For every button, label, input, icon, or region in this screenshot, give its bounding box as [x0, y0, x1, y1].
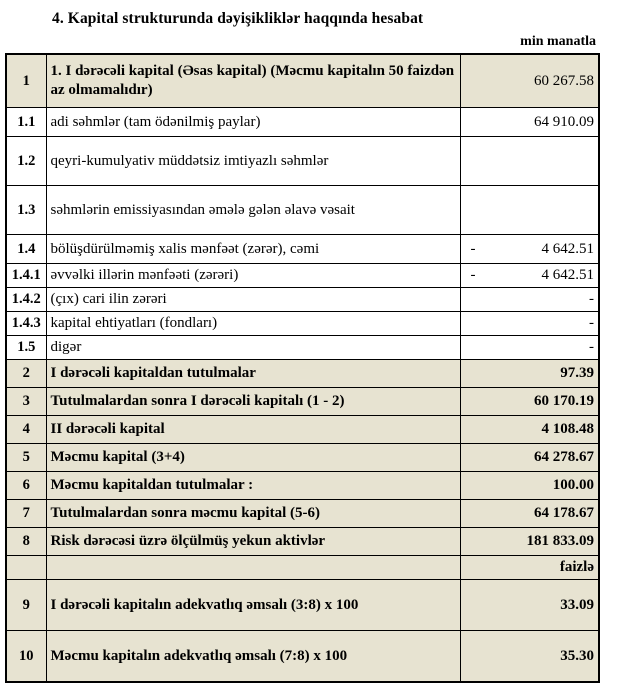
- row-value-cell: [460, 137, 599, 186]
- row-description-cell: 1. I dərəcəli kapital (Əsas kapital) (Məcmu kapitalın 50 faizdən az olmamalıdır): [46, 54, 460, 108]
- row-number-cell: 1.4.2: [6, 288, 46, 312]
- row-description-cell: II dərəcəli kapital: [46, 416, 460, 444]
- value-text: 4 642.51: [541, 240, 594, 257]
- table-row: [6, 580, 599, 631]
- row-value-cell: 64 910.09: [460, 108, 599, 137]
- row-value-cell: 64 278.67: [460, 444, 599, 472]
- row-number-cell: 3: [6, 388, 46, 416]
- row-number-cell: 1.4: [6, 235, 46, 264]
- row-number-cell: 1.1: [6, 108, 46, 137]
- row-value-cell: -: [460, 336, 599, 360]
- row-description-cell: [46, 556, 460, 580]
- table-row: [6, 186, 599, 235]
- row-description-cell: Risk dərəcəsi üzrə ölçülmüş yekun aktivlər: [46, 528, 460, 556]
- value-with-sign: [465, 240, 595, 259]
- row-description-cell: bölüşdürülməmiş xalis mənfəət (zərər), cəmi: [46, 235, 460, 264]
- row-description-cell: kapital ehtiyatları (fondları): [46, 312, 460, 336]
- row-value-cell: [460, 264, 599, 288]
- row-description-cell: I dərəcəli kapitaldan tutulmalar: [46, 360, 460, 388]
- row-value-cell: 4 108.48: [460, 416, 599, 444]
- row-description-cell: (çıx) cari ilin zərəri: [46, 288, 460, 312]
- row-value-cell: -: [460, 312, 599, 336]
- row-number-cell: 6: [6, 472, 46, 500]
- row-description-cell: Məcmu kapitaldan tutulmalar :: [46, 472, 460, 500]
- table-row: [6, 312, 599, 336]
- row-description-cell: Tutulmalardan sonra məcmu kapital (5-6): [46, 500, 460, 528]
- row-value-cell: faizlə: [460, 556, 599, 580]
- table-row: [6, 416, 599, 444]
- row-value-cell: 60 267.58: [460, 54, 599, 108]
- table-row: [6, 388, 599, 416]
- table-row: [6, 288, 599, 312]
- row-number-cell: [6, 556, 46, 580]
- unit-label: min manatla: [520, 34, 596, 49]
- row-number-cell: 8: [6, 528, 46, 556]
- row-value-cell: 97.39: [460, 360, 599, 388]
- table-row: [6, 500, 599, 528]
- table-body: [6, 54, 599, 682]
- negative-sign: -: [470, 267, 476, 284]
- row-value-cell: 60 170.19: [460, 388, 599, 416]
- row-description-cell: I dərəcəli kapitalın adekvatlıq əmsalı (3:8) x 100: [46, 580, 460, 631]
- table-row: [6, 444, 599, 472]
- table-row: [6, 108, 599, 137]
- row-value-cell: 100.00: [460, 472, 599, 500]
- row-number-cell: 4: [6, 416, 46, 444]
- row-number-cell: 1.4.3: [6, 312, 46, 336]
- row-number-cell: 1.3: [6, 186, 46, 235]
- row-value-cell: 35.30: [460, 631, 599, 683]
- value-with-sign: [465, 266, 595, 285]
- table-row: [6, 528, 599, 556]
- table-row: [6, 336, 599, 360]
- table-row: [6, 235, 599, 264]
- row-number-cell: 1.2: [6, 137, 46, 186]
- page-title: 4. Kapital strukturunda dəyişikliklər haqqında hesabat: [52, 10, 424, 27]
- negative-sign: -: [470, 240, 476, 257]
- table-row: [6, 472, 599, 500]
- row-description-cell: Məcmu kapitalın adekvatlıq əmsalı (7:8) x 100: [46, 631, 460, 683]
- row-value-cell: 33.09: [460, 580, 599, 631]
- row-description-cell: Məcmu kapital (3+4): [46, 444, 460, 472]
- capital-structure-table: [5, 53, 600, 683]
- value-text: 4 642.51: [541, 267, 594, 284]
- row-number-cell: 7: [6, 500, 46, 528]
- row-description-cell: digər: [46, 336, 460, 360]
- row-value-cell: 64 178.67: [460, 500, 599, 528]
- table-row: [6, 137, 599, 186]
- row-number-cell: 1: [6, 54, 46, 108]
- table-row: [6, 631, 599, 683]
- row-description-cell: səhmlərin emissiyasından əmələ gələn əlavə vəsait: [46, 186, 460, 235]
- row-value-cell: -: [460, 288, 599, 312]
- row-number-cell: 1.4.1: [6, 264, 46, 288]
- table-row: [6, 556, 599, 580]
- row-value-cell: [460, 186, 599, 235]
- row-number-cell: 5: [6, 444, 46, 472]
- table-row: [6, 54, 599, 108]
- row-description-cell: qeyri-kumulyativ müddətsiz imtiyazlı səhmlər: [46, 137, 460, 186]
- row-description-cell: əvvəlki illərin mənfəəti (zərəri): [46, 264, 460, 288]
- table-row: [6, 360, 599, 388]
- row-number-cell: 9: [6, 580, 46, 631]
- row-number-cell: 1.5: [6, 336, 46, 360]
- row-description-cell: adi səhmlər (tam ödənilmiş paylar): [46, 108, 460, 137]
- row-description-cell: Tutulmalardan sonra I dərəcəli kapitalı (1 - 2): [46, 388, 460, 416]
- row-value-cell: [460, 235, 599, 264]
- row-number-cell: 2: [6, 360, 46, 388]
- row-number-cell: 10: [6, 631, 46, 683]
- table-row: [6, 264, 599, 288]
- row-value-cell: 181 833.09: [460, 528, 599, 556]
